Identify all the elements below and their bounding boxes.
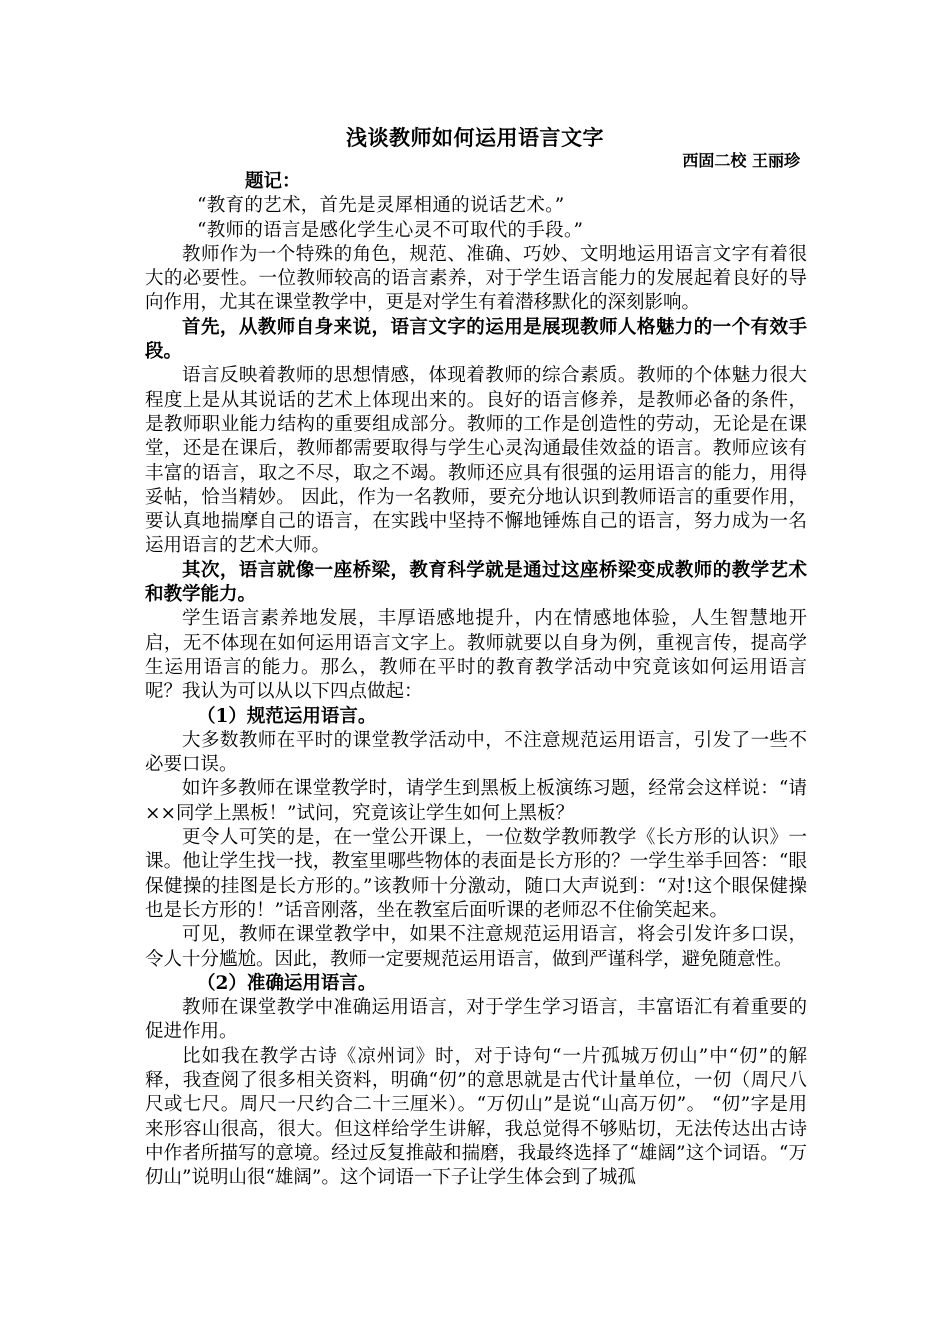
section-heading: 其次，语言就像一座桥梁，教育科学就是通过这座桥梁变成教师的教学艺术和教学能力。 xyxy=(145,559,807,606)
intro-paragraph: 教师作为一个特殊的角色，规范、准确、巧妙、文明地运用语言文字有着很大的必要性。一位教师较高的语言素养，对于学生语言能力的发展起着良好的导向作用，尤其在课堂教学中，更是对学生有着潜移默化的深刻影响。 xyxy=(145,243,807,314)
body-paragraph: 如许多教师在课堂教学时，请学生到黑板上板演练习题，经常会这样说：“请××同学上黑板！”试问，究竟该让学生如何上黑板？ xyxy=(145,778,807,824)
inscription-quote: “教师的语言是感化学生心灵不可取代的手段。” xyxy=(197,219,584,241)
inscription-label: 题记： xyxy=(245,171,301,192)
subsection-heading: （2）准确运用语言。 xyxy=(197,972,377,994)
document-body xyxy=(145,170,807,1190)
subsection-heading: （1）规范运用语言。 xyxy=(197,705,377,727)
section-heading: 首先，从教师自身来说，语言文字的运用是展现教师人格魅力的一个有效手段。 xyxy=(145,316,807,363)
body-paragraph: 教师在课堂教学中准确运用语言，对于学生学习语言，丰富语汇有着重要的促进作用。 xyxy=(145,997,807,1043)
body-paragraph: 语言反映着教师的思想情感，体现着教师的综合素质。教师的个体魅力很大程度上是从其说话的艺术上体现出来的。良好的语言修养，是教师必备的条件，是教师职业能力结构的重要组成部分。教师的工作是创造性的劳动，无论是在课堂，还是在课后，教师都需要取得与学生心灵沟通最佳效益的语言。教师应该有丰富的语言，取之不尽，取之不竭。教师还应具有很强的运用语言的能力，用得妥帖，恰当精妙。 因此，作为一名教师，要充分地认识到教师语言的重要作用，要认真地揣摩自己的语言，在实践中坚持不懈地锤炼自己的语言，努力成为一名运用语言的艺术大师。 xyxy=(145,365,807,557)
body-paragraph: 学生语言素养地发展，丰厚语感地提升，内在情感地体验，人生智慧地开启，无不体现在如何运用语言文字上。教师就要以自身为例，重视言传，提高学生运用语言的能力。那么，教师在平时的教育教学活动中究竟该如何运用语言呢？我认为可以从以下四点做起： xyxy=(145,608,807,703)
author-line: 西固二校 王丽珍 xyxy=(682,151,800,170)
document-title: 浅谈教师如何运用语言文字 xyxy=(346,125,604,150)
inscription-quote: “教育的艺术，首先是灵犀相通的说话艺术。” xyxy=(197,195,565,217)
body-paragraph: 大多数教师在平时的课堂教学活动中，不注意规范运用语言，引发了一些不必要口误。 xyxy=(145,729,807,776)
body-paragraph: 更令人可笑的是，在一堂公开课上，一位数学教师教学《长方形的认识》一课。他让学生找一找，教室里哪些物体的表面是长方形的？一学生举手回答：“眼保健操的挂图是长方形的。”该教师十分激动，随口大声说到：“对!这个眼保健操也是长方形的！”话音刚落，坐在教室后面听课的老师忍不住偷笑起来。 xyxy=(145,827,807,921)
body-paragraph: 比如我在教学古诗《凉州词》时，对于诗句“一片孤城万仞山”中“仞”的解释，我查阅了很多相关资料，明确“仞”的意思就是古代计量单位，一仞（周尺八尺或七尺。周尺一尺约合二十三厘米）。“万仞山”是说“山高万仞”。 “仞”字是用来形容山很高，很大。但这样给学生讲解，我总觉得不够贴切，无法传达出古诗中作者所描写的意境。经过反复推敲和揣磨，我最终选择了“雄阔”这个词语。“万仞山”说明山很“雄阔”。这个词语一下子让学生体会到了城孤 xyxy=(145,1045,807,1189)
body-paragraph: 可见，教师在课堂教学中，如果不注意规范运用语言，将会引发许多口误，令人十分尴尬。因此，教师一定要规范运用语言，做到严谨科学，避免随意性。 xyxy=(145,924,807,970)
